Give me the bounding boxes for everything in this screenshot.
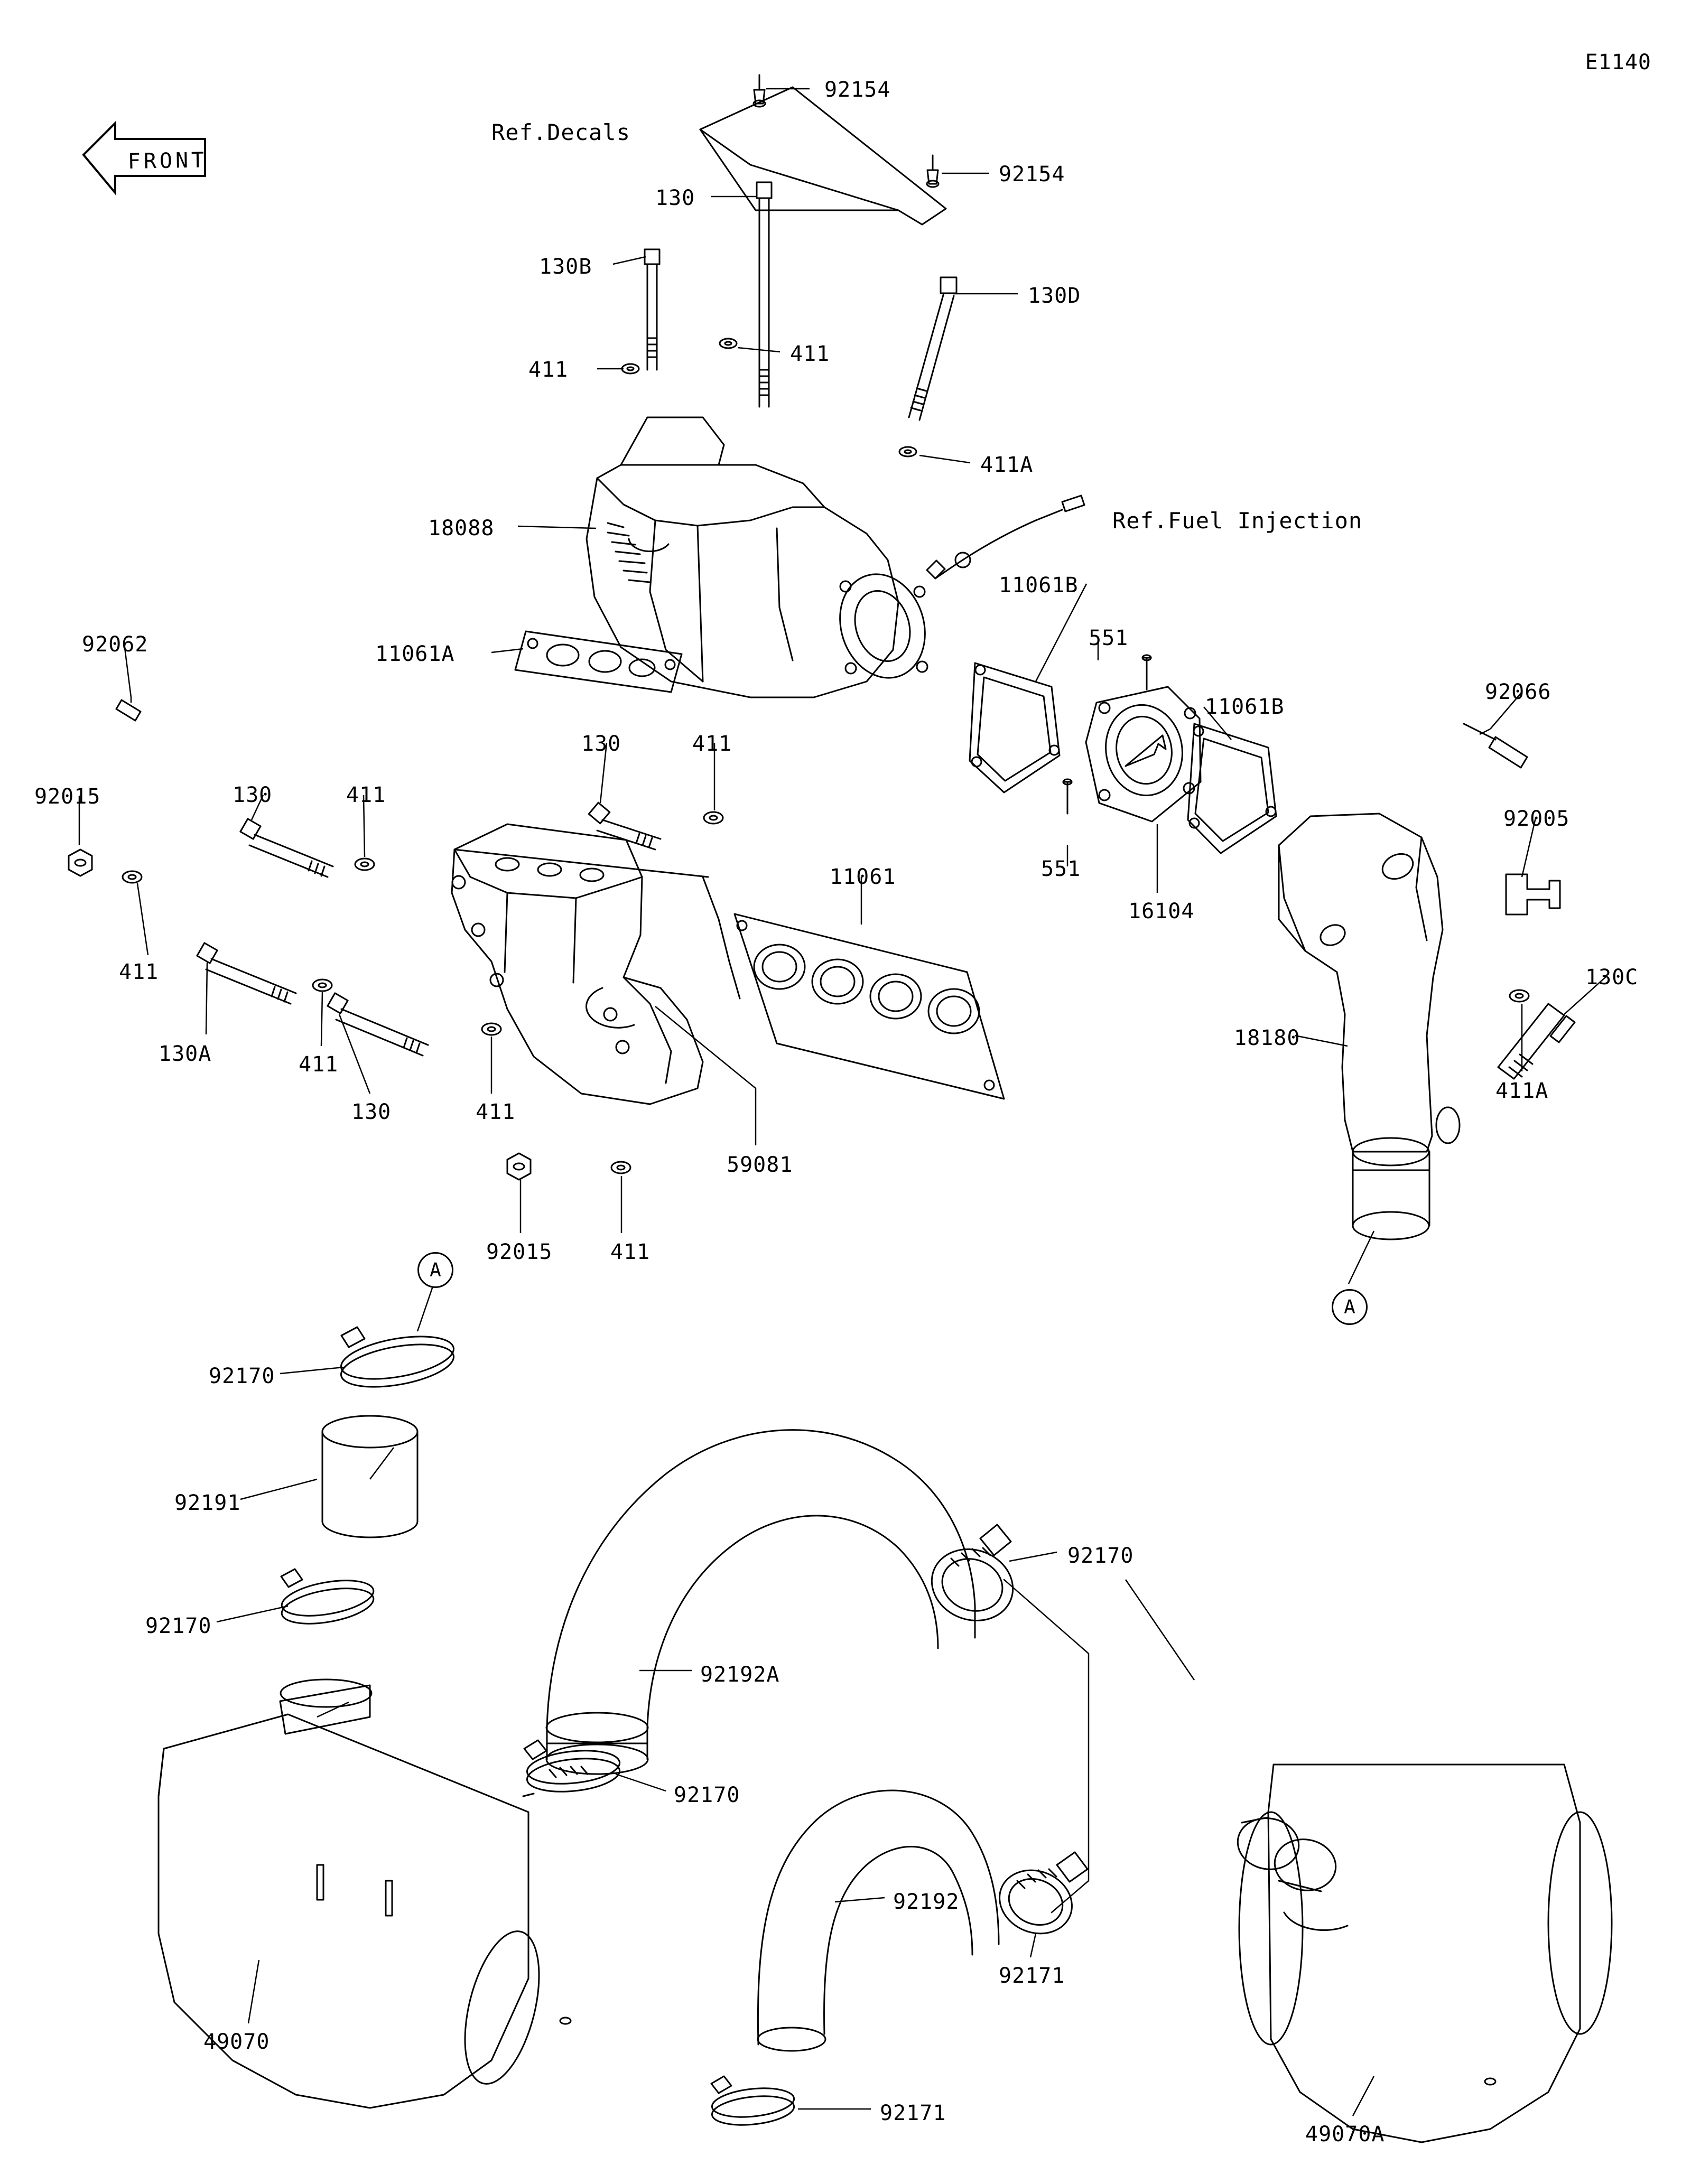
part-label-130-left1: 130	[233, 783, 273, 807]
part-label-11061A: 11061A	[375, 642, 455, 666]
part-label-411-left: 411	[528, 358, 569, 382]
part-label-130-left2: 130	[351, 1100, 392, 1124]
part-label-18180: 18180	[1234, 1026, 1300, 1050]
part-label-130-top: 130	[655, 186, 695, 210]
svg-text:FRONT: FRONT	[127, 148, 208, 174]
part-label-92170-1: 92170	[209, 1364, 275, 1388]
part-label-551-upper: 551	[1089, 626, 1129, 650]
part-label-411-left4: 411	[299, 1052, 339, 1077]
part-label-92170-4: 92170	[674, 1783, 740, 1807]
part-label-130-mid: 130	[581, 732, 621, 756]
part-label-92066: 92066	[1485, 680, 1551, 704]
part-label-92171-right: 92171	[999, 1964, 1065, 1988]
part-label-92170-2: 92170	[145, 1614, 212, 1638]
part-label-411-mid2: 411	[692, 732, 732, 756]
part-label-49070A: 49070A	[1305, 2122, 1385, 2146]
part-label-92015-lower: 92015	[486, 1240, 553, 1264]
part-label-130A: 130A	[159, 1042, 212, 1066]
part-label-411-left3: 411	[119, 960, 159, 984]
part-label-130B: 130B	[539, 255, 592, 279]
part-label-11061B-top: 11061B	[999, 573, 1079, 598]
part-label-92171-bottom: 92171	[880, 2101, 946, 2125]
part-label-92005: 92005	[1503, 807, 1570, 831]
part-label-92062: 92062	[82, 632, 148, 657]
part-label-92015-left: 92015	[34, 785, 101, 809]
callout-a-right: A	[1332, 1289, 1368, 1325]
front-direction-marker	[79, 114, 211, 203]
part-label-411-lower: 411	[610, 1240, 651, 1264]
part-label-59081: 59081	[727, 1153, 793, 1177]
sheet-code: E1140	[1585, 50, 1651, 74]
ref-decals-label: Ref.Decals	[491, 119, 630, 145]
part-label-49070: 49070	[203, 2030, 270, 2054]
part-label-411A-upper: 411A	[980, 453, 1034, 477]
part-label-11061B-right: 11061B	[1205, 695, 1285, 719]
callout-a-left: A	[417, 1252, 453, 1288]
part-label-130C: 130C	[1585, 965, 1639, 990]
part-label-92191: 92191	[174, 1491, 241, 1515]
part-label-92154-right: 92154	[999, 162, 1065, 186]
part-label-18088: 18088	[428, 516, 495, 540]
part-label-92170-3: 92170	[1067, 1544, 1134, 1568]
part-label-411-left2: 411	[346, 783, 386, 807]
part-label-411-mid: 411	[790, 342, 830, 366]
part-label-92192A: 92192A	[700, 1663, 780, 1687]
ref-fuel-injection-label: Ref.Fuel Injection	[1112, 508, 1363, 534]
part-label-92192: 92192	[893, 1890, 960, 1914]
part-label-11061: 11061	[830, 865, 896, 889]
part-label-92154-top: 92154	[824, 78, 891, 102]
part-label-16104: 16104	[1128, 899, 1195, 923]
part-label-551-lower: 551	[1041, 857, 1081, 881]
part-label-130D: 130D	[1028, 284, 1081, 308]
part-label-411A-lower: 411A	[1495, 1079, 1549, 1103]
part-label-411-left5: 411	[476, 1100, 516, 1124]
